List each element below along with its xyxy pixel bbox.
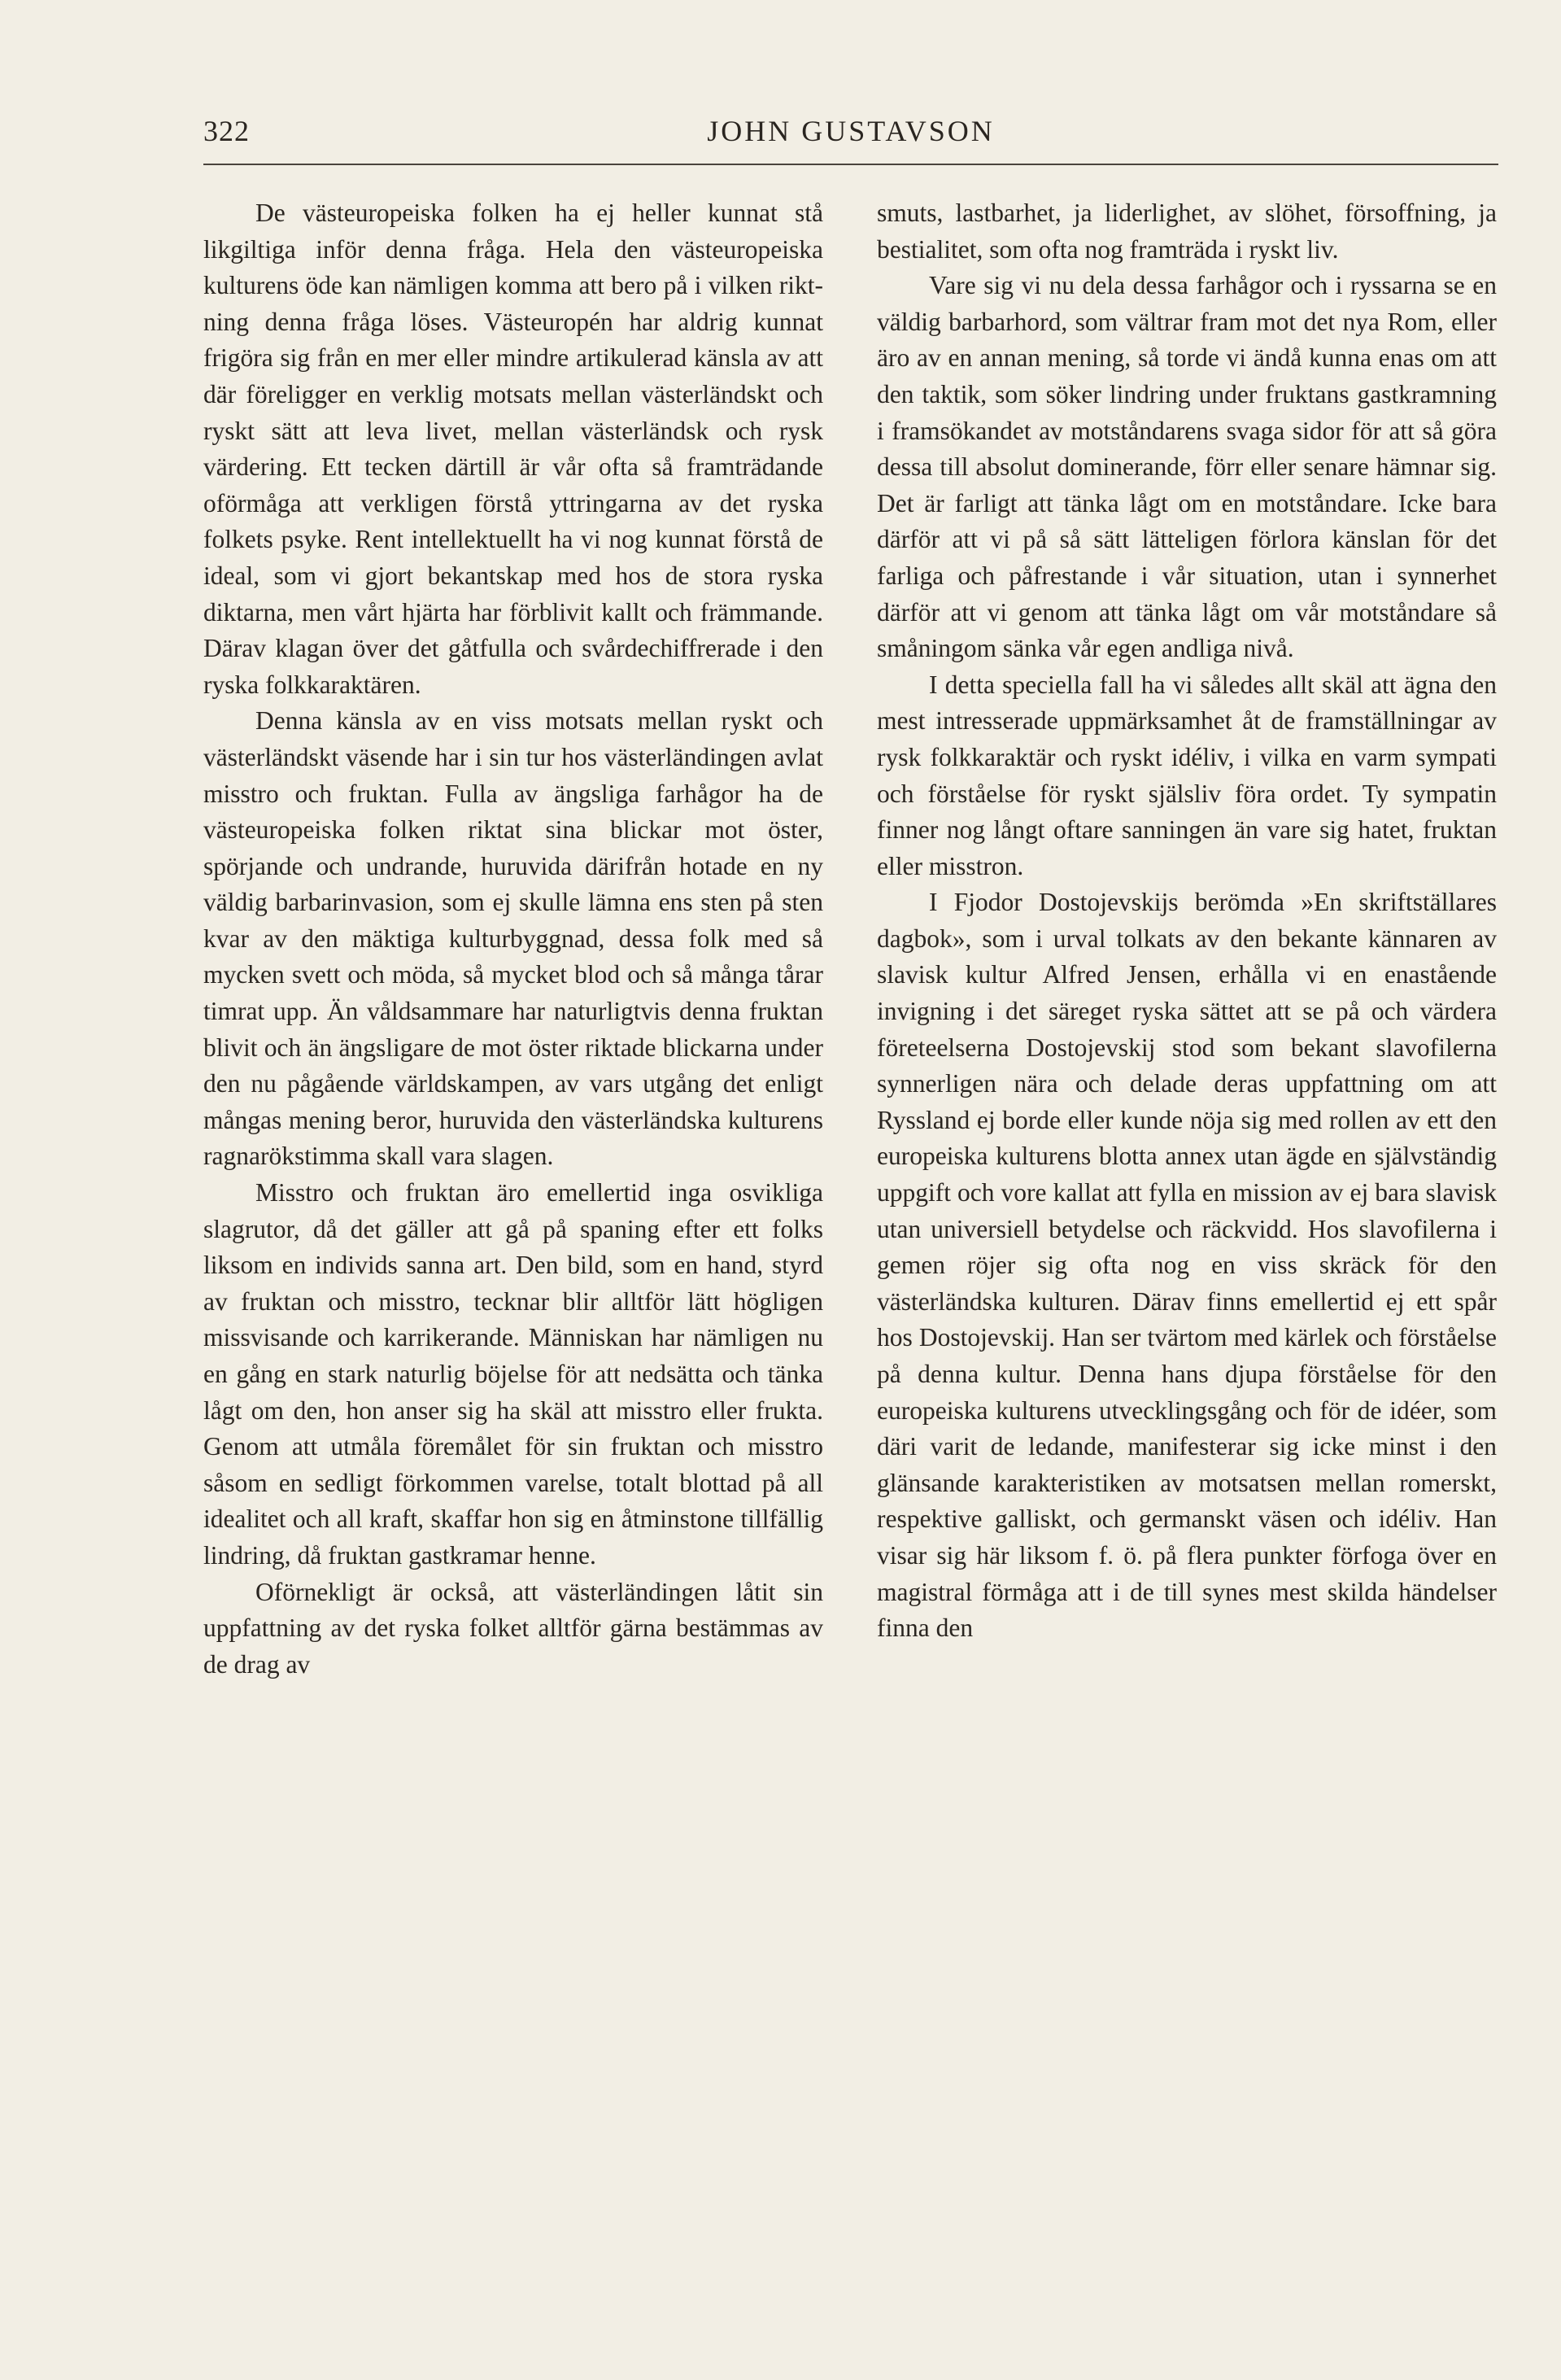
running-head: JOHN GUSTAVSON: [707, 115, 995, 147]
paragraph: Denna känsla av en viss motsats mellan ryskt och västerländskt väsende har i sin tur hos västerländingen avlat misstro och fruktan. Fulla av ängsliga farhågor ha de västeuropeiska folken riktat sina blickar mot öster, spörjande och undrande, huruvida därifrån hotade en ny väldig barbarinvasion, som ej skulle lämna ens sten på sten kvar av den mäktiga kulturbyggnad, dessa folk med så mycken svett och möda, så mycket blod och så många tårar timrat upp. Än våldsammare har naturligtvis denna fruktan blivit och än ängsligare de mot öster riktade blickarna under den nu pågående världskampen, av vars utgång det enligt mångas mening beror, huruvida den västerländska kulturens ragnarökstimma skall vara slagen.: [203, 706, 823, 1171]
page-number: 322: [203, 115, 250, 147]
paragraph: I detta speciella fall ha vi således allt skäl att ägna den mest intresserade uppmärksamhet åt de framställningar av rysk folkkaraktär och ryskt idéliv, i vilka en varm sympati och förståelse för ryskt själsliv föra ordet. Ty sympatin finner nog långt oftare sanningen än vare sig hatet, fruktan eller misstron.: [877, 670, 1497, 880]
paragraph: Vare sig vi nu dela dessa farhågor och i ryssarna se en väldig barbarhord, som vältrar fram mot det nya Rom, eller äro av en annan mening, så torde vi ändå kunna enas om att den taktik, som söker lindring under fruktans gastkramning i framsökandet av motståndarens svaga sidor för att så göra dessa till absolut dominerande, förr eller senare hämnar sig. Det är farligt att tänka lågt om en motståndare. Icke bara därför att vi på så sätt lätteligen förlora känslan för det farliga och påfrestande i vår situation, utan i synnerhet därför att vi genom att tänka lågt om vår motståndare så småningom sänka vår egen andliga nivå.: [877, 271, 1497, 663]
paragraph: De västeuropeiska folken ha ej heller kunnat stå likgiltiga inför denna fråga. Hela den västeuropeiska kulturens öde kan nämligen komma att bero på i vilken riktning denna fråga löses. Västeuropén har aldrig kunnat frigöra sig från en mer eller mindre artikulerad känsla av att där föreligger en verklig motsats mellan västerländskt och ryskt sätt att leva livet, mellan västerländsk och rysk värdering. Ett tecken därtill är vår ofta så framträdande oförmåga att verkligen förstå yttringarna av det ryska folkets psyke. Rent intellektuellt ha vi nog kunnat förstå de ideal, som vi gjort bekantskap med hos de stora ryska diktarna, men vårt hjärta har förblivit kallt och främmande. Därav klagan över det gåtfulla och svårdechiffrerade i den ryska folkkaraktären.: [203, 199, 823, 699]
paragraph: smuts, lastbarhet, ja liderlighet, av slöhet, försoffning, ja bestialitet, som ofta nog framträda i ryskt liv.: [877, 199, 1497, 264]
left-column: [203, 195, 823, 1683]
right-column: [877, 195, 1497, 1647]
paragraph: Oförnekligt är också, att västerländingen låtit sin uppfattning av det ryska folket alltför gärna bestämmas av de drag av: [203, 1577, 823, 1679]
header-rule: [203, 164, 1498, 165]
page-header: [203, 114, 1498, 163]
paragraph: I Fjodor Dostojevskijs berömda »En skriftställares dagbok», som i urval tolkats av den bekante kännaren av slavisk kultur Alfred Jensen, erhålla vi en enastående invigning i det säreget ryska sättet att se på och värdera företeelserna Dostojevskij stod som bekant slavofilerna synnerligen nära och delade deras uppfattning om att Ryssland ej borde eller kunde nöja sig med rollen av ett den europeiska kulturens blotta annex utan ägde en självständig uppgift och vore kallat att fylla en mission av ej bara slavisk utan universiell betydelse och räckvidd. Hos slavofilerna i gemen röjer sig ofta nog en viss skräck för den västerländska kulturen. Därav finns emellertid ej ett spår hos Dostojevskij. Han ser tvärtom med kärlek och förståelse på denna kultur. Denna hans djupa förståelse för den europeiska kulturens utvecklingsgång och för de idéer, som däri varit de ledande, manifesterar sig icke minst i den glänsande karakteristiken av motsatsen mellan romerskt, respektive galliskt, och germanskt väsen och idéliv. Han visar sig här liksom f. ö. på flera punkter förfoga över en magistral förmåga att i de till synes mest skilda händelser finna den: [877, 888, 1497, 1643]
paragraph: Misstro och fruktan äro emellertid inga osvikliga slagrutor, då det gäller att gå på spaning efter ett folks liksom en individs sanna art. Den bild, som en hand, styrd av fruktan och misstro, tecknar blir alltför lätt högligen missvisande och karrikerande. Människan har nämligen nu en gång en stark naturlig böjelse för att nedsätta och tänka lågt om den, hon anser sig ha skäl att misstro eller frukta. Genom att utmåla föremålet för sin fruktan och misstro såsom en sedligt förkommen varelse, totalt blottad på all idealitet och all kraft, skaffar hon sig en åtminstone tillfällig lindring, då fruktan gastkramar henne.: [203, 1178, 823, 1570]
